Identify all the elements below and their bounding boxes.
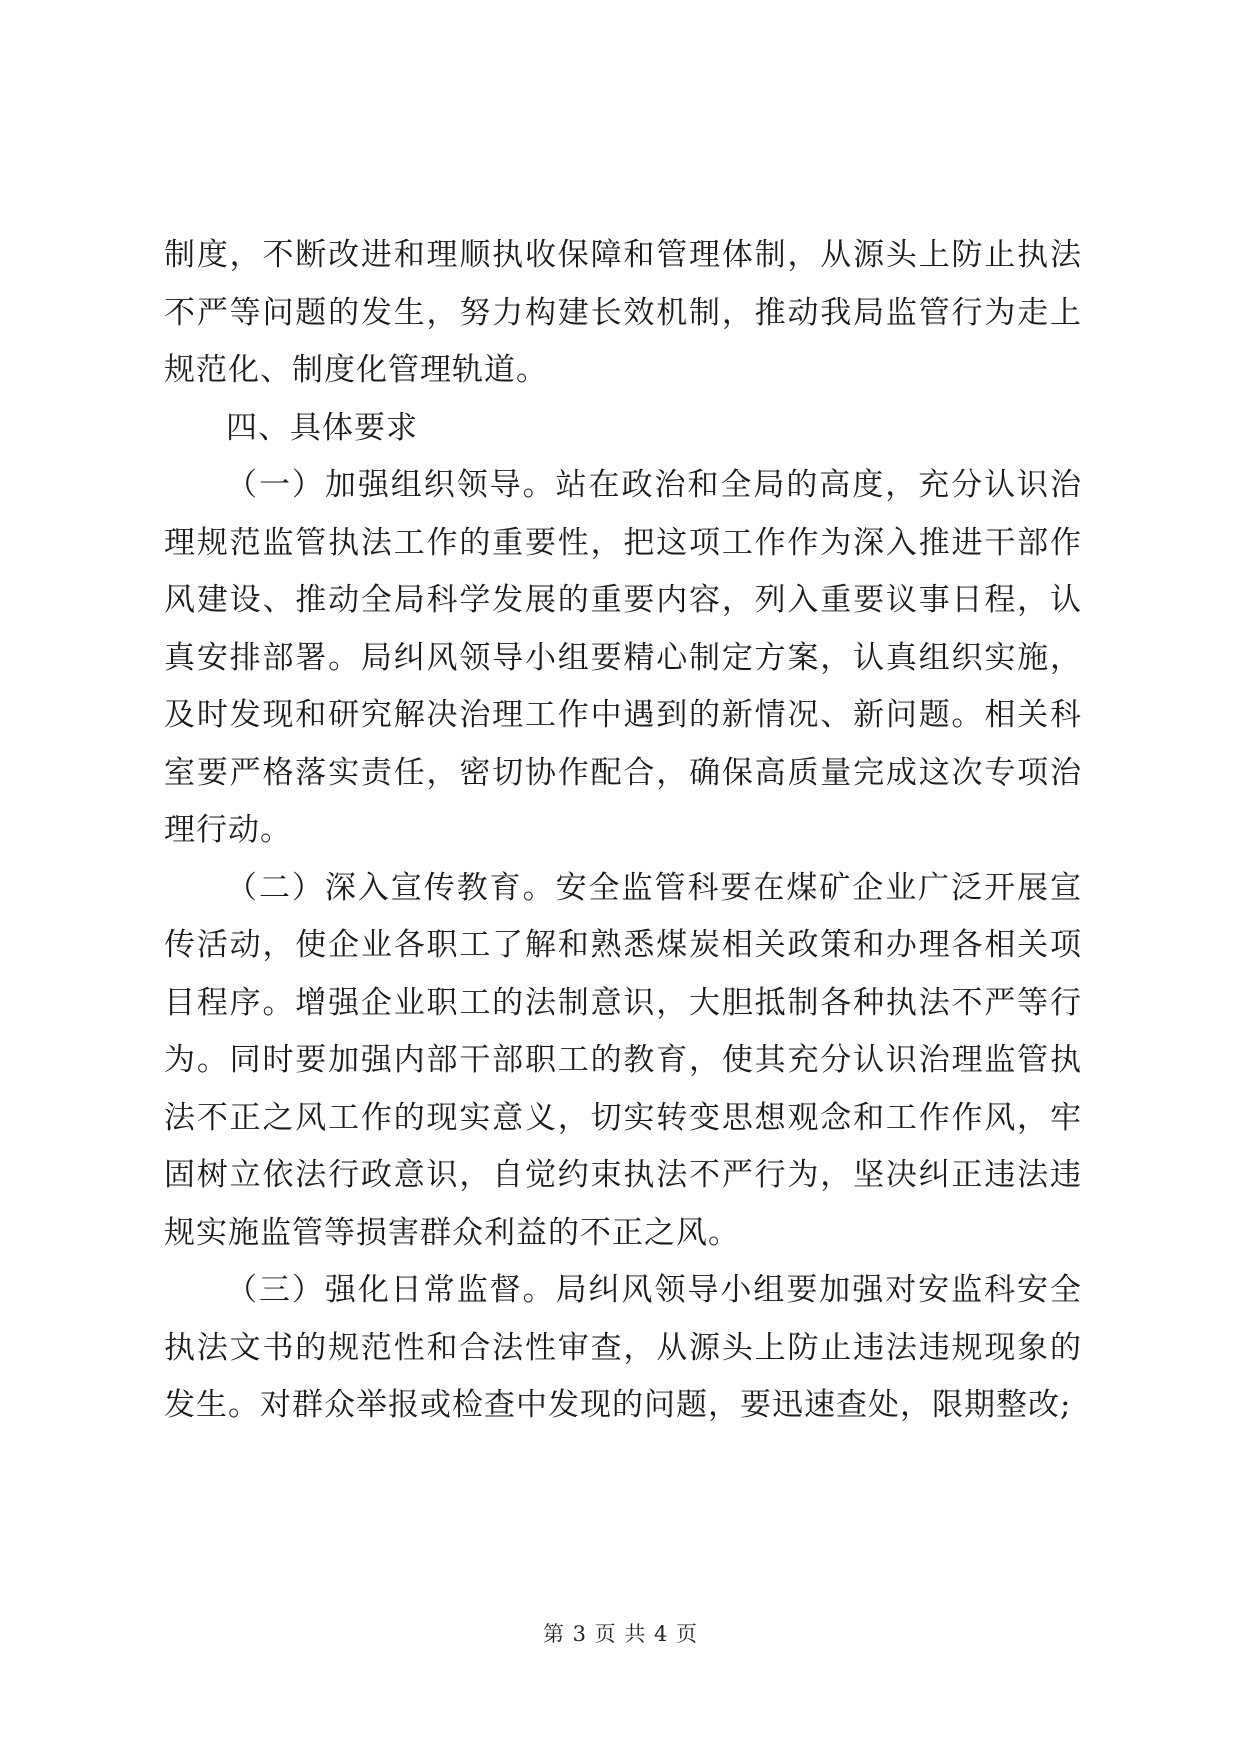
paragraph-organization-leadership: （一）加强组织领导。站在政治和全局的高度，充分认识治理规范监管执法工作的重要性，把这项工作作为深入推进干部作风建设、推动全局科学发展的重要内容，列入重要议事日程，认真安排部署。局纠风领导小组要精心制定方案，认真组织实施，及时发现和研究解决治理工作中遇到的新情况、新问题。相关科室要严格落实责任，密切协作配合，确保高质量完成这次专项治理行动。 [164,467,1082,848]
section-heading: 四、具体要求 [226,409,418,446]
paragraph-publicity-education: （二）深入宣传教育。安全监管科要在煤矿企业广泛开展宣传活动，使企业各职工了解和熟悉煤炭相关政策和办理各相关项目程序。增强企业职工的法制意识，大胆抵制各种执法不严等行为。同时要加强内部干部职工的教育，使其充分认识治理监管执法不正之风工作的现实意义，切实转变思想观念和工作作风，牢固树立依法行政意识，自觉约束执法不严行为，坚决纠正违法违规实施监管等损害群众利益的不正之风。 [164,869,1082,1251]
paragraph-daily-supervision: （三）强化日常监督。局纠风领导小组要加强对安监科安全执法文书的规范性和合法性审查，从源头上防止违法违规现象的发生。对群众举报或检查中发现的问题，要迅速查处，限期整改; [164,1272,1082,1423]
paragraph-continuation: 制度，不断改进和理顺执收保障和管理体制，从源头上防止执法不严等问题的发生，努力构建长效机制，推动我局监管行为走上规范化、制度化管理轨道。 [164,237,1082,388]
page-number-footer: 第 3 页 共 4 页 [542,1622,699,1646]
document-body [164,227,1082,1435]
